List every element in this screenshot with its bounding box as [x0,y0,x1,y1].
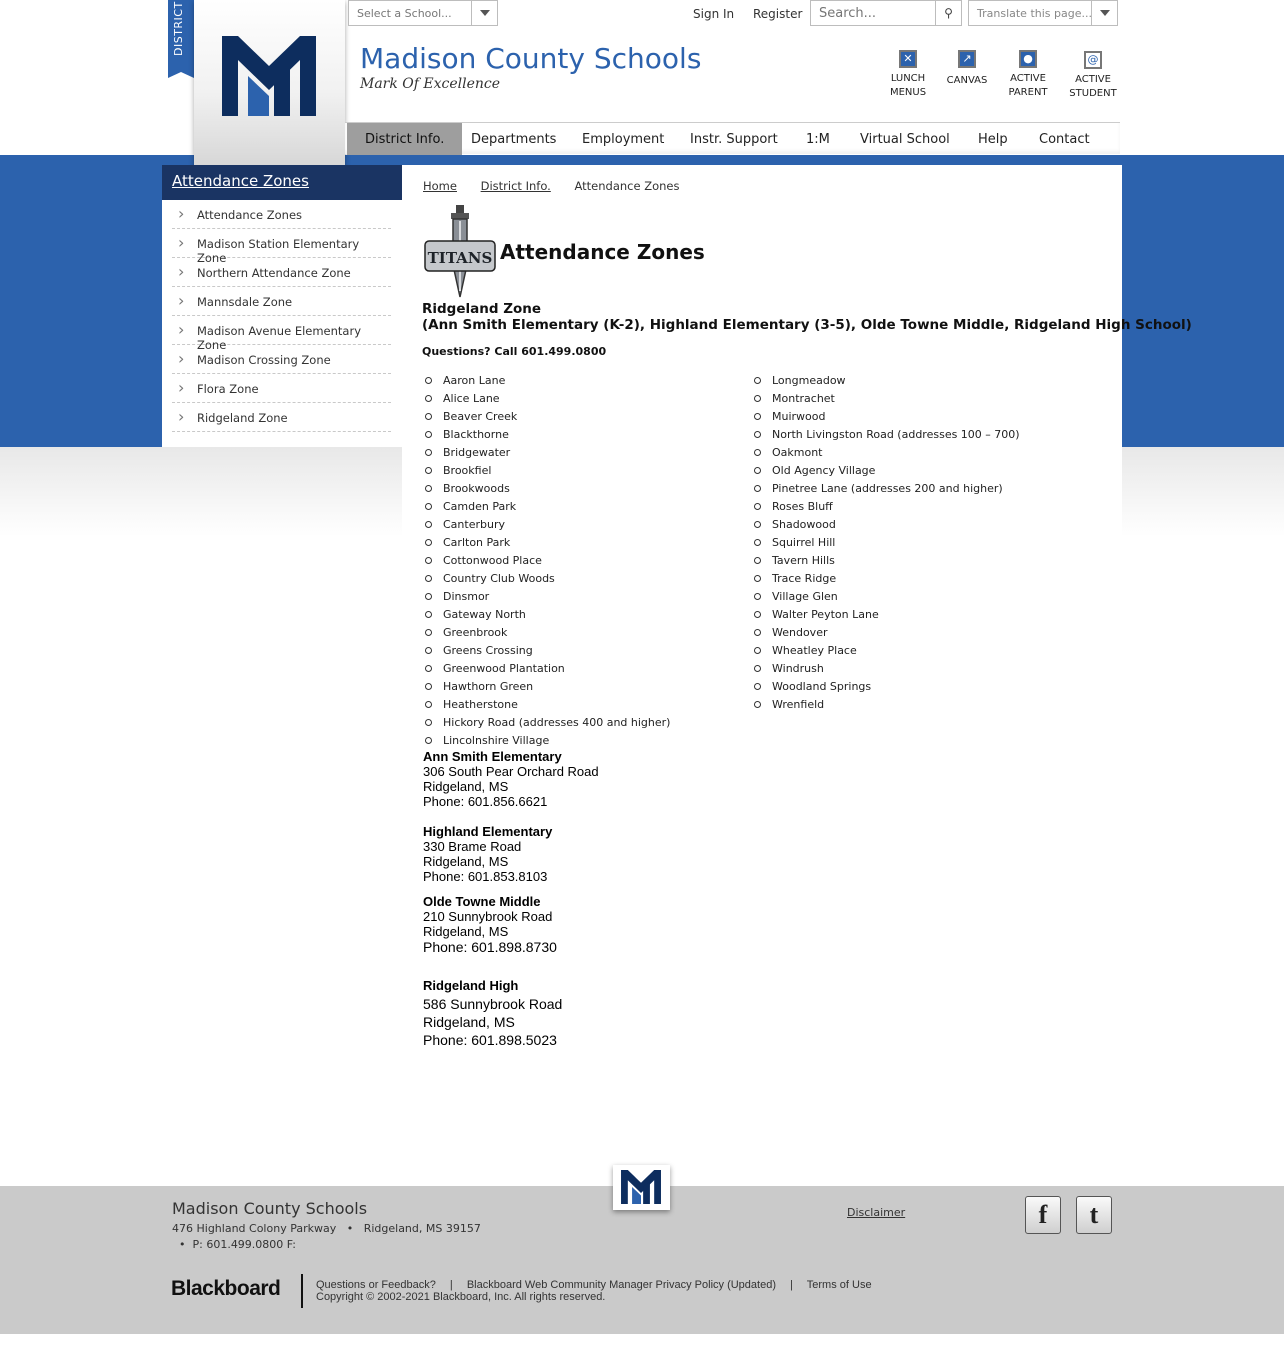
school-ridgeland-high [423,977,562,1049]
school-street: 586 Sunnybrook Road [423,996,563,1012]
sidebar-item-attendance-zones[interactable]: › Attendance Zones [172,200,391,229]
feedback-link[interactable]: Questions or Feedback? [316,1279,436,1291]
list-item: Tavern Hills [731,552,1020,570]
list-item: Beaver Creek [402,408,670,426]
select-school-label: Select a School... [357,7,452,20]
quicklink-canvas[interactable] [945,50,989,88]
list-item: Greenwood Plantation [402,660,670,678]
list-item: Village Glen [731,588,1020,606]
nav-employment[interactable]: Employment [582,132,665,147]
list-item: Montrachet [731,390,1020,408]
zone-schools: (Ann Smith Elementary (K-2), Highland Elementary (3-5), Olde Towne Middle, Ridgeland High School) [422,317,1192,333]
site-tagline: Mark Of Excellence [360,76,501,92]
list-item: Carlton Park [402,534,670,552]
search-input[interactable] [811,1,937,25]
sidebar-item-madison-avenue[interactable]: › Madison Avenue Elementary Zone [172,316,391,345]
list-item: Squirrel Hill [731,534,1020,552]
zone-name: Ridgeland Zone [422,301,542,317]
nav-district-info[interactable]: District Info. [347,123,462,155]
school-street: 330 Brame Road [423,839,522,854]
list-item: Roses Bluff [731,498,1020,516]
arrow-out-icon: ↗ [958,50,976,68]
list-item: Shadowood [731,516,1020,534]
list-item: Gateway North [402,606,670,624]
list-item: Old Agency Village [731,462,1020,480]
at-icon: @ [1084,51,1102,69]
chevron-down-icon[interactable] [471,1,497,25]
school-ann-smith [423,749,599,809]
list-item: Camden Park [402,498,670,516]
list-item: Aaron Lane [402,372,670,390]
list-item: Wheatley Place [731,642,1020,660]
fork-knife-icon: ✕ [899,50,917,68]
footer-address [172,1222,481,1235]
list-item: Pinetree Lane (addresses 200 and higher) [731,480,1020,498]
list-item: Hawthorn Green [402,678,670,696]
list-item: Wrenfield [731,696,1020,714]
school-phone: Phone: 601.853.8103 [423,869,548,884]
privacy-policy-link[interactable]: Blackboard Web Community Manager Privacy Policy (Updated) [466,1279,776,1291]
breadcrumb-home[interactable]: Home [423,179,457,193]
school-city: Ridgeland, MS [423,779,509,794]
list-item: Wendover [731,624,1020,642]
list-item: Woodland Springs [731,678,1020,696]
school-phone: Phone: 601.898.8730 [423,939,557,955]
school-name: Highland Elementary [423,824,553,839]
nav-virtual-school[interactable]: Virtual School [860,132,950,147]
questions-text: Questions? Call 601.499.0800 [422,345,607,358]
list-item: Windrush [731,660,1020,678]
sidebar [162,165,402,447]
footer-address-line1: 476 Highland Colony Parkway [172,1222,337,1235]
blackboard-logo[interactable]: Blackboard [171,1277,281,1300]
search-box [810,0,962,26]
site-title[interactable]: Madison County Schools [360,42,702,75]
list-item: North Livingston Road (addresses 100 – 700) [731,426,1020,444]
copyright: Copyright © 2002-2021 Blackboard, Inc. All rights reserved. [316,1291,606,1303]
breadcrumb-current: Attendance Zones [574,179,680,193]
translate-label: Translate this page... [977,7,1092,20]
quicklink-label: CANVAS [946,75,988,86]
list-item: Brookwoods [402,480,670,498]
list-item: Heatherstone [402,696,670,714]
nav-departments[interactable]: Departments [471,132,557,147]
list-item: Blackthorne [402,426,670,444]
sidebar-item-mannsdale[interactable]: › Mannsdale Zone [172,287,391,316]
site-logo[interactable] [194,0,345,168]
quicklink-lunch-menus[interactable] [887,50,929,100]
streets-list-col2 [731,372,1020,714]
register-link[interactable]: Register [753,7,803,21]
list-item: Dinsmor [402,588,670,606]
district-tab[interactable] [168,0,194,72]
sidebar-item-flora[interactable]: › Flora Zone [172,374,391,403]
quicklink-label: MENUS [889,87,927,98]
divider [301,1274,303,1308]
sidebar-menu [172,200,391,432]
bullet-icon: • [172,1238,193,1251]
list-item: Longmeadow [731,372,1020,390]
sidebar-item-madison-crossing[interactable]: › Madison Crossing Zone [172,345,391,374]
list-item: Lincolnshire Village [402,732,670,750]
footer-logo[interactable] [613,1165,670,1210]
mcs-logo-icon [222,36,316,116]
list-item: Alice Lane [402,390,670,408]
streets-list-col1 [402,372,670,750]
sign-in-link[interactable]: Sign In [693,7,735,21]
quicklink-label: PARENT [1008,87,1048,98]
list-item: Country Club Woods [402,570,670,588]
list-item: Muirwood [731,408,1020,426]
list-item: Oakmont [731,444,1020,462]
school-city: Ridgeland, MS [423,854,509,869]
footer-phone [172,1238,296,1251]
twitter-icon[interactable]: t [1076,1196,1112,1234]
titans-logo-icon [423,205,497,299]
list-item: Greenbrook [402,624,670,642]
sidebar-item-northern[interactable]: › Northern Attendance Zone [172,258,391,287]
footer-address-line2: Ridgeland, MS 39157 [363,1222,481,1235]
list-item: Trace Ridge [731,570,1020,588]
list-item: Brookfiel [402,462,670,480]
blackboard-links [316,1279,872,1291]
disclaimer-link[interactable]: Disclaimer [847,1206,906,1219]
school-olde-towne [423,894,557,955]
people-icon: ● [1019,50,1037,68]
chevron-down-icon[interactable] [1091,1,1117,25]
nav-contact-us[interactable]: Contact [1039,132,1090,147]
zone-title [422,301,1192,333]
list-item: Cottonwood Place [402,552,670,570]
select-school-dropdown[interactable] [348,0,498,26]
school-phone: Phone: 601.898.5023 [423,1032,557,1048]
main-content [402,165,1192,1186]
quicklink-label: ACTIVE [1075,74,1111,85]
translate-dropdown[interactable] [968,0,1118,26]
quicklink-active-parent[interactable] [1006,50,1050,100]
terms-link[interactable]: Terms of Use [806,1279,872,1291]
list-item: Greens Crossing [402,642,670,660]
list-item: Bridgewater [402,444,670,462]
quicklink-label: LUNCH [890,73,926,84]
school-name: Olde Towne Middle [423,894,541,909]
facebook-icon[interactable]: f [1025,1196,1061,1234]
breadcrumb-district-info[interactable]: District Info. [480,179,551,193]
main-nav [345,122,1120,154]
breadcrumb [423,179,699,193]
school-name: Ridgeland High [423,978,519,993]
list-item: Walter Peyton Lane [731,606,1020,624]
sidebar-item-madison-station[interactable]: › Madison Station Elementary Zone [172,229,391,258]
titans-logo-text: TITANS [427,249,493,267]
nav-1m[interactable]: 1:M [806,132,830,147]
school-city: Ridgeland, MS [423,924,509,939]
sidebar-title[interactable]: Attendance Zones [162,165,402,200]
link-separator: | [790,1279,793,1291]
quicklink-active-student[interactable] [1068,51,1118,101]
page-title: Attendance Zones [500,240,705,264]
bullet-icon: • [339,1222,361,1235]
quicklink-label: ACTIVE [1010,73,1046,84]
footer-site-name: Madison County Schools [172,1199,368,1218]
district-tab-label: DISTRICT [172,1,185,56]
nav-help[interactable]: Help [978,132,1008,147]
school-highland [423,824,552,884]
search-icon[interactable]: ⚲ [935,1,961,25]
mcs-logo-icon [620,1170,662,1204]
school-street: 306 South Pear Orchard Road [423,764,599,779]
school-street: 210 Sunnybrook Road [423,909,553,924]
nav-instr-support[interactable]: Instr. Support [690,132,778,147]
list-item: Canterbury [402,516,670,534]
quicklink-label: STUDENT [1069,88,1117,99]
school-name: Ann Smith Elementary [423,749,562,764]
sidebar-item-ridgeland[interactable]: › Ridgeland Zone [172,403,391,432]
list-item: Hickory Road (addresses 400 and higher) [402,714,670,732]
link-separator: | [449,1279,453,1291]
school-phone: Phone: 601.856.6621 [423,794,548,809]
school-city: Ridgeland, MS [423,1014,515,1030]
footer-phone-text: P: 601.499.0800 F: [192,1238,296,1251]
